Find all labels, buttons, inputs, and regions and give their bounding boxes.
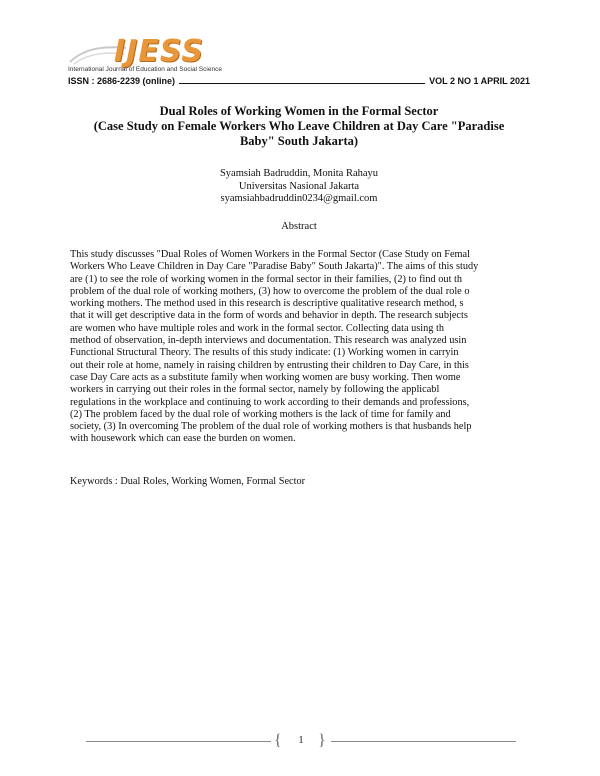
abstract-line: that it will get descriptive data in the form of words and behavior in depth. The research subjects	[70, 310, 468, 322]
page-footer	[86, 732, 516, 750]
paper-title	[68, 104, 530, 149]
journal-header	[68, 76, 530, 86]
abstract-line: society, (3) In overcoming The problem of the dual role of working mothers is that husbands help	[70, 421, 472, 433]
abstract-line: are women who have multiple roles and work in the formal sector. Collecting data using th	[70, 322, 445, 334]
abstract-line: problem of the dual role of working mothers, (3) how to overcome the problem of the dual role o	[70, 285, 470, 297]
keywords: Keywords : Dual Roles, Working Women, Formal Sector	[70, 476, 306, 487]
abstract-line: workers in carrying out their roles in the formal sector, namely by following the applicabl	[70, 384, 440, 396]
title-line: Dual Roles of Working Women in the Formal Sector	[159, 104, 439, 118]
bracket-left-icon: {	[274, 732, 282, 749]
abstract-body	[70, 249, 530, 446]
header-rule	[179, 83, 425, 84]
abstract-heading: Abstract	[281, 221, 317, 232]
logo-subtitle: International Journal of Education and Social Science	[68, 66, 222, 73]
abstract-line: are (1) to see the role of working women in the formal sector in their families, (2) to find out th	[70, 273, 463, 285]
abstract-line: with housework which can ease the burden on women.	[70, 433, 296, 445]
journal-logo	[68, 36, 268, 74]
abstract-line: case Day Care acts as a substitute family when working women are busy working. Then wome	[70, 371, 461, 383]
volume-info: VOL 2 NO 1 APRIL 2021	[429, 76, 530, 86]
title-line: Baby" South Jakarta)	[239, 134, 359, 148]
abstract-line: regulations in the workplace and continuing to work according to their demands and professions,	[70, 396, 470, 408]
logo-text: IJESS	[114, 34, 204, 69]
authors: Syamsiah Badruddin, Monita Rahayu	[219, 168, 379, 179]
title-line: (Case Study on Female Workers Who Leave Children at Day Care "Paradise	[93, 119, 505, 133]
footer-rule-right	[331, 741, 516, 742]
abstract-line: This study discusses "Dual Roles of Women Workers in the Formal Sector (Case Study on Femal	[70, 249, 470, 260]
footer-rule-left	[86, 741, 271, 742]
author-block	[68, 168, 530, 206]
abstract-line: Workers Who Leave Children in Day Care "Paradise Baby" South Jakarta)". The aims of this study	[70, 261, 479, 273]
abstract-line: (2) The problem faced by the dual role of working mothers is the lack of time for family and	[70, 408, 451, 420]
abstract-line: out their role at home, namely in raising children by entrusting their children to Day Care, in this	[70, 359, 469, 371]
abstract-line: method of observation, in-depth interviews and documentation. This research was analyzed usin	[70, 335, 467, 347]
email: syamsiahbadruddin0234@gmail.com	[220, 193, 378, 204]
page-number: 1	[298, 735, 304, 746]
abstract-line: working mothers. The method used in this research is descriptive qualitative research method, s	[70, 298, 464, 310]
bracket-right-icon: }	[318, 732, 326, 749]
affiliation: Universitas Nasional Jakarta	[238, 180, 360, 192]
abstract-line: Functional Structural Theory. The results of this study indicate: (1) Working women in carryin	[70, 347, 459, 359]
issn: ISSN : 2686-2239 (online)	[68, 76, 176, 86]
